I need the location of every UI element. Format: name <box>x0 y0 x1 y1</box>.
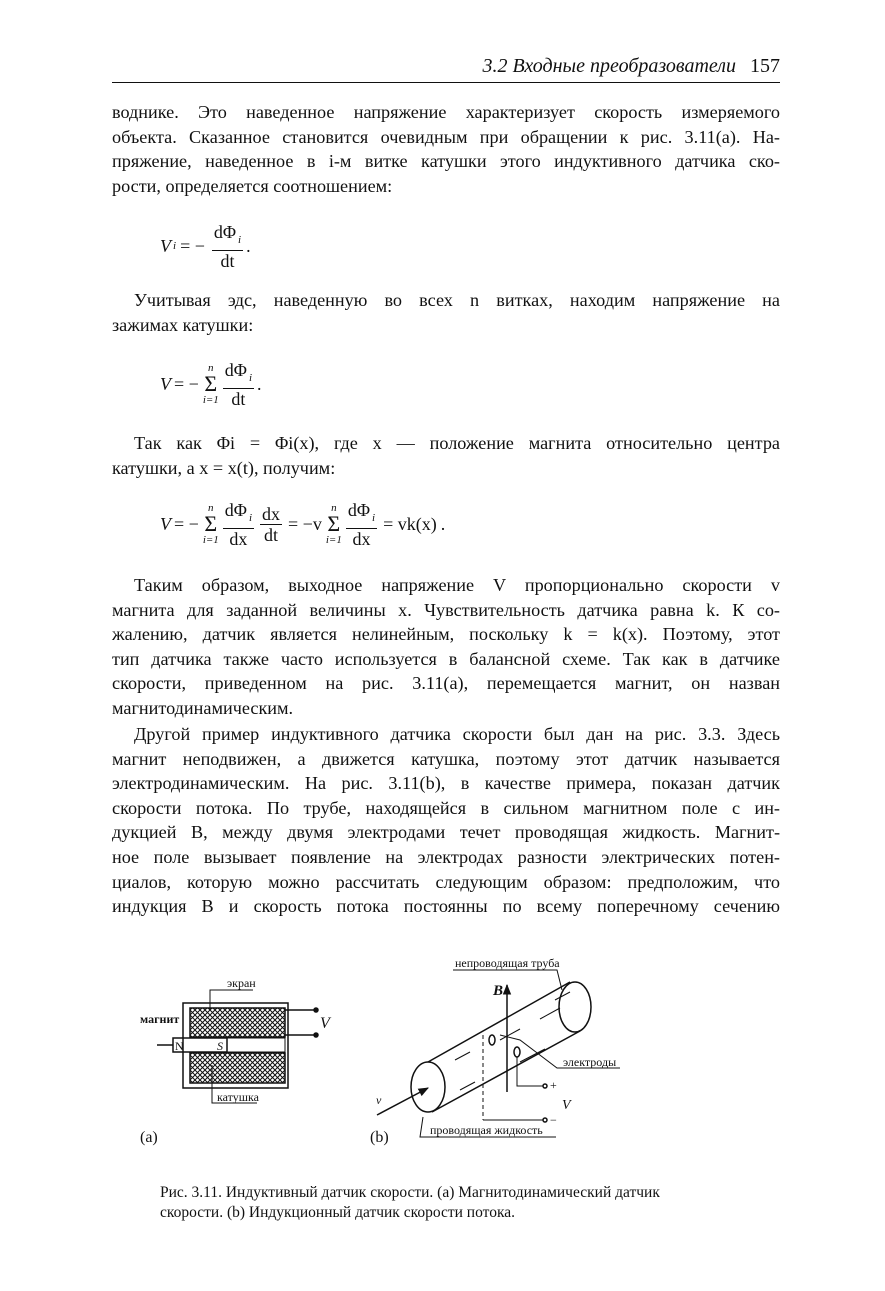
pipe-far-end <box>559 982 591 1032</box>
caption-line: Рис. 3.11. Индуктивный датчик скорости. (а) Магнитодинамический датчик <box>160 1184 660 1201</box>
label-pipe: непроводящая труба <box>455 956 560 970</box>
text-line: магнита для заданной величины x. Чувствительность датчика равна k. К со- <box>112 599 780 620</box>
eq-subscript: i <box>248 511 253 524</box>
text-line: индукция B и скорость потока постоянны по всему поперечному сечению <box>112 896 780 917</box>
eq-period: . <box>257 373 262 394</box>
numerator: dΦ <box>347 500 370 520</box>
terminal-dot <box>543 1118 547 1122</box>
sum-sign: Σ <box>327 511 341 537</box>
label-screen: экран <box>227 976 256 990</box>
numerator: dx <box>262 503 281 524</box>
sum-upper: n <box>208 362 214 375</box>
label-south-pole: S <box>217 1039 223 1053</box>
pipe-shading <box>455 992 570 1090</box>
denominator: dx <box>229 528 248 549</box>
label-voltage: V <box>562 1098 571 1113</box>
text-line: Другой пример индуктивного датчика скорости был дан на рис. 3.3. Здесь <box>134 724 780 744</box>
text-line: зажимах катушки: <box>112 314 254 335</box>
denominator: dt <box>264 524 279 545</box>
pipe-edge <box>432 1031 580 1112</box>
text-line: дукцией B, между двумя электродами течет проводящая жидкость. Магнит- <box>112 822 780 843</box>
sum-upper: n <box>208 502 214 515</box>
eq-subscript: i <box>238 233 242 246</box>
caption-line: скорости. (b) Индукционный датчик скорости потока. <box>160 1204 516 1221</box>
text-line: тип датчика также часто используется в балансной схеме. Так как в датчике <box>112 648 780 669</box>
coil-lower <box>190 1053 285 1083</box>
eq-operator: = − <box>180 235 205 256</box>
electrode <box>489 1035 495 1045</box>
text-line: жалению, датчик является нелинейным, поскольку k = k(x). Поэтому, этот <box>112 624 780 645</box>
text-line: пряжение, наведенное в i-м витке катушки этого индуктивного датчика ско- <box>112 151 780 172</box>
sum-upper: n <box>331 502 337 515</box>
text-line: катушки, а x = x(t), получим: <box>112 457 336 478</box>
sum-lower: i=1 <box>202 394 219 407</box>
section-title: 3.2 Входные преобразователи <box>482 55 736 77</box>
label-north-pole: N <box>175 1039 184 1053</box>
pipe-near-end <box>411 1062 445 1112</box>
text-line: циалов, которую можно рассчитать следующим образом: предположим, что <box>112 871 780 892</box>
label-coil: катушка <box>217 1090 259 1104</box>
eq-subscript: i <box>372 511 376 524</box>
coil-upper <box>190 1008 285 1037</box>
text-line: рости, определяется соотношением: <box>112 175 393 196</box>
label-plus: + <box>550 1078 557 1092</box>
label-field: B <box>493 983 504 999</box>
terminal-dot <box>543 1084 547 1088</box>
text-line: магнитодинамическим. <box>112 697 294 718</box>
sum-sign: Σ <box>204 371 218 397</box>
sum-lower: i=1 <box>202 534 219 547</box>
eq-operator: = − <box>174 373 199 394</box>
eq-symbol: V <box>160 513 171 534</box>
text-line: Так как Φi = Φi(x), где x — положение магнита относительно центра <box>134 433 780 453</box>
terminal-dot <box>314 1033 318 1037</box>
label-electrodes: электроды <box>563 1055 617 1069</box>
eq-subscript: i <box>173 240 177 253</box>
eq-symbol: V <box>160 373 171 394</box>
label-minus: − <box>550 1113 557 1127</box>
text-line: воднике. Это наведенное напряжение характеризует скорость измеряемого <box>112 102 780 122</box>
text-line: электродинамическим. На рис. 3.11(b), в качестве примера, показан датчик <box>112 773 780 794</box>
eq-symbol: V <box>160 235 171 256</box>
label-voltage: V <box>320 1015 330 1032</box>
label-velocity: v <box>376 1093 382 1107</box>
electrode <box>514 1047 520 1057</box>
text-line: ное поле вызывает появление на электродах разности электрических потен- <box>112 846 780 867</box>
text-line: Учитывая эдс, наведенную во всех n витках, находим напряжение на <box>134 290 780 310</box>
eq-operator: = −v <box>288 513 322 534</box>
eq-rhs: = vk(x) <box>383 513 437 534</box>
text-line: Таким образом, выходное напряжение V пропорционально скорости v <box>134 575 780 595</box>
label-magnet: магнит <box>140 1012 180 1026</box>
sum-sign: Σ <box>204 511 218 537</box>
text-line: скорости, приведенном на рис. 3.11(а), перемещается магнит, он назван <box>112 673 780 694</box>
page-number: 157 <box>750 55 780 77</box>
numerator: dΦ <box>224 360 247 380</box>
eq-period: . <box>440 513 446 534</box>
eq-operator: = − <box>174 513 199 534</box>
panel-label-a: (a) <box>140 1129 158 1146</box>
denominator: dx <box>352 528 371 549</box>
label-fluid: проводящая жидкость <box>430 1123 543 1137</box>
denominator: dt <box>231 388 246 409</box>
terminal-dot <box>314 1008 318 1012</box>
text-line: скорости потока. По трубе, находящейся в сильном магнитном поле с ин- <box>112 797 780 818</box>
numerator: dΦ <box>213 222 237 242</box>
panel-label-b: (b) <box>370 1129 389 1146</box>
denominator: dt <box>220 250 235 271</box>
text-line: объекта. Сказанное становится очевидным при обращении к рис. 3.11(а). На- <box>112 126 780 147</box>
screen-leader <box>210 990 253 1010</box>
eq-subscript: i <box>248 371 253 384</box>
text-line: магнит неподвижен, а движется катушка, поэтому этот датчик называется <box>112 748 780 769</box>
eq-period: . <box>246 235 251 256</box>
sum-lower: i=1 <box>325 534 342 547</box>
numerator: dΦ <box>224 500 247 520</box>
figure-caption <box>160 1183 660 1223</box>
